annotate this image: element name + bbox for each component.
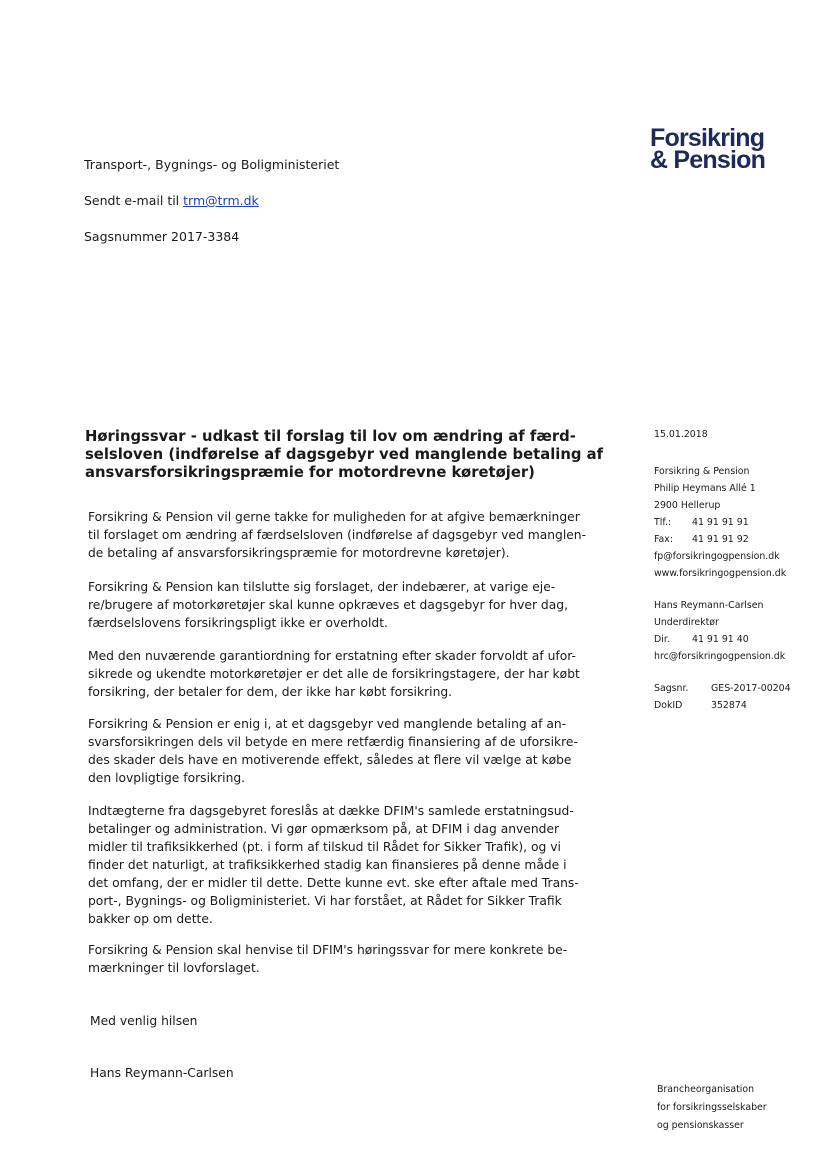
tagline-line: for forsikringsselskaber (657, 1102, 767, 1113)
sender-contact-block (654, 463, 786, 582)
logo-line-1: Forsikring (650, 124, 765, 152)
case-ref-label: Sagsnr. (654, 683, 689, 694)
body-paragraph-3 (88, 647, 604, 701)
closing-greeting: Med venlig hilsen (90, 1014, 198, 1028)
paragraph-line: til forslaget om ændring af færdselsloven (indførelse af dagsgebyr ved manglen- (88, 528, 587, 542)
body-paragraph-4 (88, 715, 604, 787)
paragraph-line: Forsikring & Pension skal henvise til DFIM's høringssvar for mere konkrete be- (88, 943, 568, 957)
sender-fax-row (654, 531, 786, 548)
tagline-line: Brancheorganisation (657, 1084, 755, 1095)
paragraph-line: Forsikring & Pension kan tilslutte sig forslaget, der indebærer, at varige eje- (88, 580, 556, 594)
paragraph-line: svarsforsikringen dels vil betyde en mere retfærdig finansiering af de uforsikre- (88, 735, 578, 749)
paragraph-line: mærkninger til lovforslaget. (88, 961, 260, 975)
paragraph-line: bakker op om dette. (88, 912, 213, 926)
organisation-tagline (657, 1081, 767, 1135)
case-ref-value: GES-2017-00204 (711, 683, 791, 694)
paragraph-line: finder det naturligt, at trafiksikkerhed stadig kan finansieres på denne måde i (88, 858, 567, 872)
sender-website: www.forsikringogpension.dk (654, 568, 787, 579)
signature-name: Hans Reymann-Carlsen (90, 1066, 234, 1080)
fax-label: Fax: (654, 534, 673, 545)
paragraph-line: Forsikring & Pension er enig i, at et dagsgebyr ved manglende betaling af an- (88, 717, 567, 731)
paragraph-line: betalinger og administration. Vi gør opmærksom på, at DFIM i dag anvender (88, 822, 560, 836)
recipient-email-link[interactable]: trm@trm.dk (183, 193, 259, 208)
paragraph-line: Forsikring & Pension vil gerne takke for muligheden for at afgive bemærkninger (88, 510, 580, 524)
paragraph-line: re/brugere af motorkøretøjer skal kunne opkræves et dagsgebyr for hver dag, (88, 598, 568, 612)
heading-line: selsloven (indførelse af dagsgebyr ved manglende betaling af (85, 446, 604, 463)
letter-date: 15.01.2018 (654, 429, 708, 440)
paragraph-line: sikrede og ukendte motorkøretøjer er det alle de forsikringstagere, der har købt (88, 667, 580, 681)
body-paragraph-6 (88, 941, 604, 977)
sender-street: Philip Heymans Allé 1 (654, 483, 756, 494)
phone-number: 41 91 91 91 (692, 517, 749, 528)
paragraph-line: midler til trafiksikkerhed (pt. i form af tilskud til Rådet for Sikker Trafik), og vi (88, 840, 561, 854)
body-paragraph-2 (88, 578, 604, 632)
doc-id-label: DokID (654, 700, 683, 711)
sender-org-name: Forsikring & Pension (654, 466, 750, 477)
paragraph-line: port-, Bygnings- og Boligministeriet. Vi har forstået, at Rådet for Sikker Trafik (88, 894, 562, 908)
paragraph-line: forsikring, der betaler for dem, der ikke har købt forsikring. (88, 685, 453, 699)
contact-name: Hans Reymann-Carlsen (654, 600, 764, 611)
letter-heading (85, 428, 605, 482)
direct-label: Dir. (654, 634, 670, 645)
sent-email-prefix: Sendt e-mail til (84, 193, 180, 208)
heading-line: Høringssvar - udkast til forslag til lov om ændring af færd- (85, 428, 576, 445)
sender-phone-row (654, 514, 786, 531)
body-paragraph-5 (88, 802, 604, 928)
paragraph-line: des skader dels have en motiverende effekt, således at flere vil vælge at købe (88, 753, 572, 767)
heading-line: ansvarsforsikringspræmie for motordrevne køretøjer) (85, 464, 535, 481)
reference-block (654, 680, 791, 714)
fax-number: 41 91 91 92 (692, 534, 749, 545)
sender-email: fp@forsikringogpension.dk (654, 551, 780, 562)
paragraph-line: Indtægterne fra dagsgebyret foreslås at dække DFIM's samlede erstatningsud- (88, 804, 574, 818)
case-ref-row (654, 680, 791, 697)
contact-title: Underdirektør (654, 617, 719, 628)
sender-city: 2900 Hellerup (654, 500, 721, 511)
contact-email: hrc@forsikringogpension.dk (654, 651, 786, 662)
recipient-name: Transport-, Bygnings- og Boligministeriet (84, 157, 340, 172)
case-number: Sagsnummer 2017-3384 (84, 229, 240, 244)
paragraph-line: de betaling af ansvarsforsikringspræmie for motordrevne køretøjer). (88, 546, 510, 560)
logo-line-2: & Pension (650, 146, 766, 174)
doc-id-row (654, 697, 791, 714)
paragraph-line: færdselslovens forsikringspligt ikke er overholdt. (88, 616, 388, 630)
paragraph-line: den lovpligtige forsikring. (88, 771, 246, 785)
contact-direct-row (654, 631, 785, 648)
company-logo (650, 124, 766, 174)
paragraph-line: det omfang, der er midler til dette. Dette kunne evt. ske efter aftale med Trans- (88, 876, 579, 890)
body-paragraph-1 (88, 508, 604, 562)
direct-number: 41 91 91 40 (692, 634, 749, 645)
sent-email-line (84, 193, 259, 208)
phone-label: Tlf.: (654, 517, 672, 528)
tagline-line: og pensionskasser (657, 1120, 744, 1131)
paragraph-line: Med den nuværende garantiordning for erstatning efter skader forvoldt af ufor- (88, 649, 576, 663)
contact-person-block (654, 597, 785, 665)
doc-id-value: 352874 (711, 700, 747, 711)
